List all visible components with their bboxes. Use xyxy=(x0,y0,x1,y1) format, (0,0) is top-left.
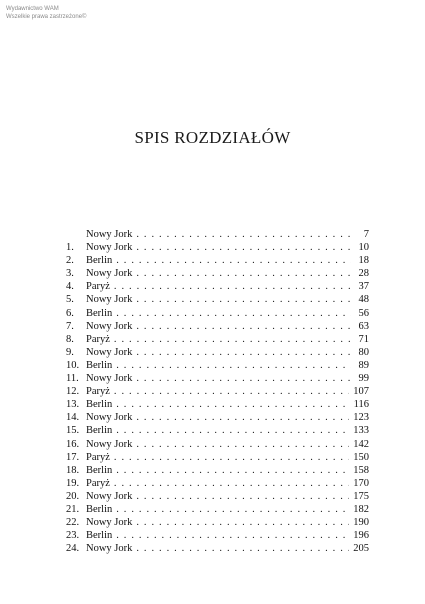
page-number: 7 xyxy=(363,229,369,240)
toc-entry[interactable] xyxy=(66,372,369,385)
chapter-number: 7. xyxy=(66,320,74,332)
chapter-title: Paryż xyxy=(86,386,110,398)
dot-leader xyxy=(116,424,349,437)
toc-entry[interactable] xyxy=(66,359,369,372)
chapter-title: Nowy Jork xyxy=(86,438,133,450)
toc-entry[interactable] xyxy=(66,228,369,241)
toc-entry[interactable] xyxy=(66,438,369,451)
page-number: 89 xyxy=(358,359,369,371)
chapter-number: 14. xyxy=(66,412,80,424)
page-number: 71 xyxy=(358,333,369,345)
dot-leader xyxy=(136,411,349,424)
toc-entry[interactable] xyxy=(66,424,369,437)
toc-entry[interactable] xyxy=(66,346,369,359)
chapter-title: Berlin xyxy=(86,425,113,437)
dot-leader xyxy=(116,503,349,516)
toc-entry[interactable] xyxy=(66,333,369,346)
dot-leader xyxy=(114,477,349,490)
page-number: 37 xyxy=(358,281,369,293)
toc-entry[interactable] xyxy=(66,542,369,555)
copyright-notice: Wszelkie prawa zastrzeżone© xyxy=(6,14,87,20)
page-number: 158 xyxy=(353,464,369,476)
page-number: 182 xyxy=(353,503,369,515)
chapter-title: Paryż xyxy=(86,477,110,489)
chapter-number: 10. xyxy=(66,359,80,371)
chapter-title: Nowy Jork xyxy=(86,268,133,280)
chapter-title: Berlin xyxy=(86,307,113,319)
chapter-number: 5. xyxy=(66,294,74,306)
toc-entry[interactable] xyxy=(66,320,369,333)
dot-leader xyxy=(114,333,351,346)
dot-leader xyxy=(116,398,349,411)
chapter-number: 11. xyxy=(66,373,79,385)
page-number: 18 xyxy=(358,255,369,267)
dot-leader xyxy=(116,529,349,542)
toc-entry[interactable] xyxy=(66,477,369,490)
chapter-title: Berlin xyxy=(86,530,113,542)
chapter-number: 13. xyxy=(66,399,80,411)
page-number: 10 xyxy=(358,242,369,254)
toc-entry[interactable] xyxy=(66,398,369,411)
chapter-title: Nowy Jork xyxy=(86,346,133,358)
chapter-number: 12. xyxy=(66,386,80,398)
chapter-number: 3. xyxy=(66,268,74,280)
chapter-title: Nowy Jork xyxy=(86,229,133,240)
dot-leader xyxy=(114,385,349,398)
chapter-title: Berlin xyxy=(86,359,113,371)
chapter-title: Nowy Jork xyxy=(86,517,133,529)
chapter-title: Nowy Jork xyxy=(86,294,133,306)
chapter-number: 21. xyxy=(66,503,80,515)
page-number: 80 xyxy=(358,346,369,358)
dot-leader xyxy=(136,346,351,359)
chapter-number: 9. xyxy=(66,346,74,358)
dot-leader xyxy=(136,267,351,280)
toc-entry[interactable] xyxy=(66,490,369,503)
toc-entry[interactable] xyxy=(66,267,369,280)
chapter-title: Paryż xyxy=(86,451,110,463)
dot-leader xyxy=(136,320,351,333)
toc-entry[interactable] xyxy=(66,516,369,529)
dot-leader xyxy=(136,438,349,451)
chapter-number: 18. xyxy=(66,464,80,476)
chapter-title: Nowy Jork xyxy=(86,543,133,555)
page-number: 150 xyxy=(353,451,369,463)
dot-leader xyxy=(136,241,351,254)
chapter-number: 24. xyxy=(66,543,80,555)
chapter-title: Nowy Jork xyxy=(86,412,133,424)
dot-leader xyxy=(136,372,351,385)
dot-leader xyxy=(114,280,351,293)
dot-leader xyxy=(116,254,351,267)
chapter-number: 23. xyxy=(66,530,80,542)
chapter-number: 4. xyxy=(66,281,74,293)
toc-entry[interactable] xyxy=(66,254,369,267)
chapter-title: Paryż xyxy=(86,333,110,345)
chapter-number: 2. xyxy=(66,255,74,267)
page-number: 133 xyxy=(353,425,369,437)
dot-leader xyxy=(136,228,351,241)
page-number: 205 xyxy=(353,543,369,555)
publisher-name: Wydawnictwo WAM xyxy=(6,6,59,12)
dot-leader xyxy=(136,542,349,555)
toc-entry[interactable] xyxy=(66,307,369,320)
page-number: 99 xyxy=(358,373,369,385)
page-number: 190 xyxy=(353,517,369,529)
chapter-title: Berlin xyxy=(86,399,113,411)
chapter-number: 1. xyxy=(66,242,74,254)
chapter-title: Paryż xyxy=(86,281,110,293)
chapter-title: Berlin xyxy=(86,255,113,267)
toc-entry[interactable] xyxy=(66,451,369,464)
publisher-notice xyxy=(6,5,86,21)
page-number: 56 xyxy=(358,307,369,319)
page-number: 107 xyxy=(353,386,369,398)
page-number: 28 xyxy=(358,268,369,280)
toc-entry[interactable] xyxy=(66,385,369,398)
toc-entry[interactable] xyxy=(66,241,369,254)
toc-entry[interactable] xyxy=(66,293,369,306)
chapter-number: 15. xyxy=(66,425,80,437)
page-number: 175 xyxy=(353,490,369,502)
toc-entry[interactable] xyxy=(66,280,369,293)
page-number: 196 xyxy=(353,530,369,542)
toc-entry[interactable] xyxy=(66,503,369,516)
dot-leader xyxy=(116,307,351,320)
chapter-number: 19. xyxy=(66,477,80,489)
chapter-title: Nowy Jork xyxy=(86,242,133,254)
page-number: 123 xyxy=(353,412,369,424)
chapter-number: 6. xyxy=(66,307,74,319)
page-title: SPIS ROZDZIAŁÓW xyxy=(134,128,291,147)
chapter-title: Nowy Jork xyxy=(86,373,133,385)
chapter-number: 22. xyxy=(66,517,80,529)
chapter-title: Nowy Jork xyxy=(86,320,133,332)
dot-leader xyxy=(114,451,349,464)
chapter-title: Berlin xyxy=(86,503,113,515)
toc-entry[interactable] xyxy=(66,411,369,424)
table-of-contents xyxy=(66,228,369,555)
chapter-number: 20. xyxy=(66,490,80,502)
chapter-title: Berlin xyxy=(86,464,113,476)
dot-leader xyxy=(136,293,351,306)
toc-entry[interactable] xyxy=(66,464,369,477)
dot-leader xyxy=(136,490,349,503)
chapter-number: 16. xyxy=(66,438,80,450)
dot-leader xyxy=(136,516,349,529)
chapter-title: Nowy Jork xyxy=(86,490,133,502)
page-number: 63 xyxy=(358,320,369,332)
page-number: 48 xyxy=(358,294,369,306)
chapter-number: 8. xyxy=(66,333,74,345)
dot-leader xyxy=(116,464,349,477)
page-number: 142 xyxy=(353,438,369,450)
dot-leader xyxy=(116,359,351,372)
chapter-number: 17. xyxy=(66,451,80,463)
page-number: 170 xyxy=(353,477,369,489)
page-number: 116 xyxy=(353,399,369,411)
toc-entry[interactable] xyxy=(66,529,369,542)
